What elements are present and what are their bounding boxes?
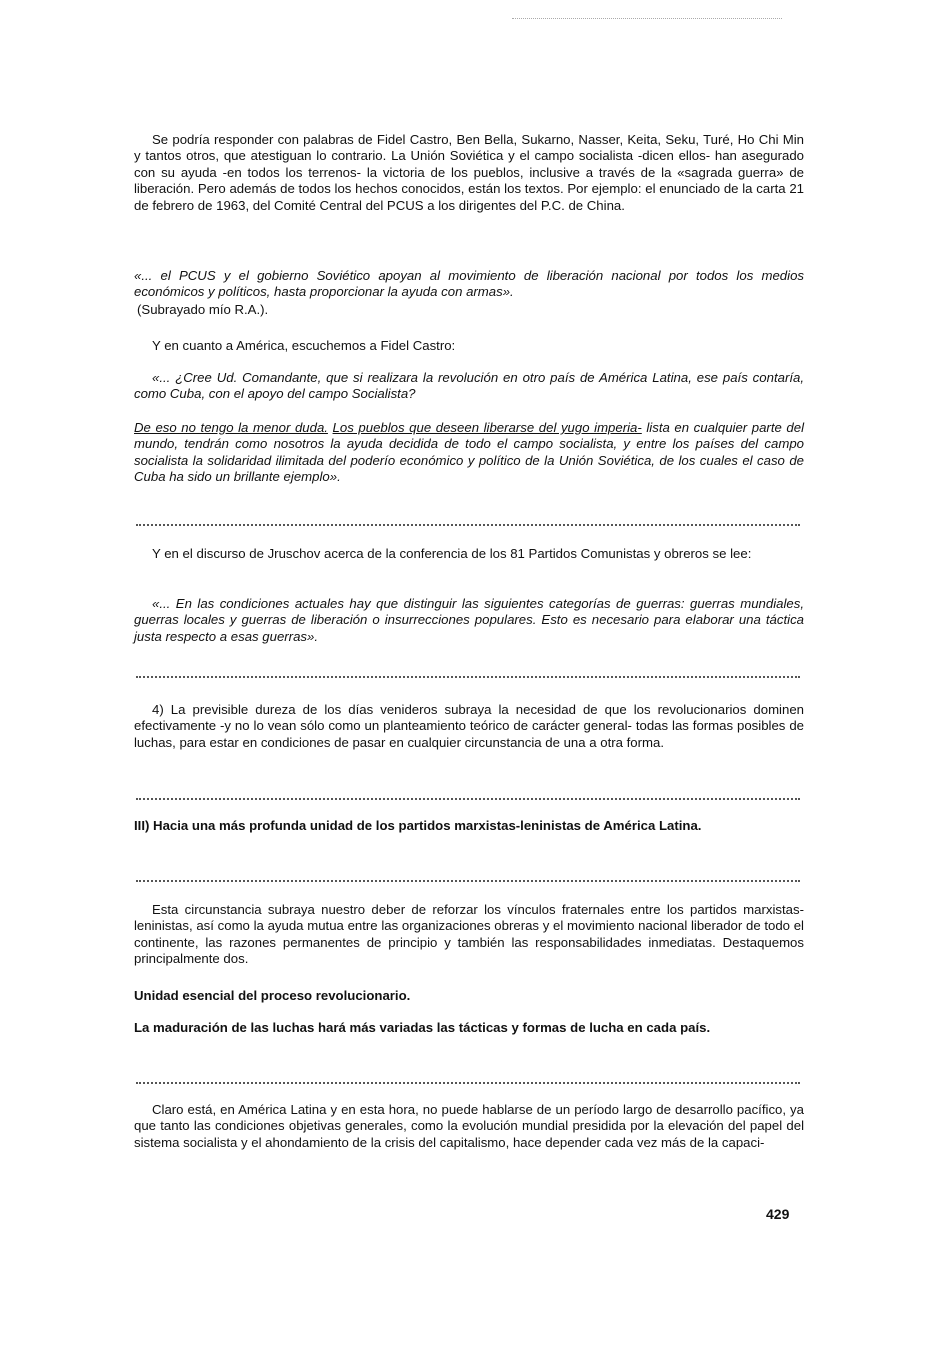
ellipsis-divider	[136, 1082, 800, 1084]
quote-pcus: «... el PCUS y el gobierno Soviético apoyan al movimiento de liberación nacional por todos los medios económicos y políticos, hasta proporcionar la ayuda con armas».	[134, 268, 804, 300]
quote-question: «... ¿Cree Ud. Comandante, que si realizara la revolución en otro país de América Latina, ese país contaría, como Cuba, con el apoyo del campo Socialista?	[134, 370, 804, 402]
quote-answer-underlined-b: Los pueblos que deseen liberarse del yugo imperia-	[332, 420, 642, 435]
page-number: 429	[766, 1206, 790, 1222]
paragraph-item-4: 4) La previsible dureza de los días venideros subraya la necesidad de que los revolucionarios dominen efectivamente -y no lo vean sólo como un planteamiento teórico de carácter general- todas las formas posibles de luchas, para estar en condiciones de pasar en cualquier circunstancia de una a otra forma.	[134, 702, 804, 750]
scan-artifact-dots	[512, 18, 782, 19]
paragraph-jruschov: Y en el discurso de Jruschov acerca de la conferencia de los 81 Partidos Comunistas y obreros se lee:	[152, 546, 752, 561]
ellipsis-divider	[136, 676, 800, 678]
ellipsis-divider	[136, 524, 800, 526]
ellipsis-divider	[136, 798, 800, 800]
subheading-tactics: La maduración de las luchas hará más variadas las tácticas y formas de lucha en cada país.	[134, 1020, 711, 1035]
paragraph-latin-america: Claro está, en América Latina y en esta hora, no puede hablarse de un período largo de desarrollo pacífico, ya que tanto las condiciones objetivas generales, como la evolución mundial presidida por la elevación del papel del sistema socialista y el ahondamiento de la crisis del capitalismo, hace depender cada vez más de la capaci-	[134, 1102, 804, 1150]
subheading-unity: Unidad esencial del proceso revolucionario.	[134, 988, 411, 1003]
section-heading-iii: III) Hacia una más profunda unidad de los partidos marxistas-leninistas de América Latina.	[134, 818, 702, 833]
quote-answer-rest: lista en cualquier parte del mundo, tendrán como nosotros la ayuda decidida de todo el campo socialista, y entre los países del campo socialista la solidaridad ilimitada del poderío económico y político de la Unión Soviética, de los cuales el caso de Cuba ha sido un brillante ejemplo».	[134, 420, 805, 485]
quote-answer-underlined-a: De eso no tengo la menor duda.	[134, 420, 328, 435]
paragraph-unity: Esta circunstancia subraya nuestro deber de reforzar los vínculos fraternales entre los partidos marxistas-leninistas, así como la ayuda mutua entre las organizaciones obreras y el movimiento nacional liberador de todo el continente, las razones permanentes de principio y también las responsabilidades inmediatas. Destaquemos principalmente dos.	[134, 902, 804, 967]
quote-answer	[134, 420, 804, 486]
paragraph-america: Y en cuanto a América, escuchemos a Fidel Castro:	[152, 338, 456, 353]
quote-note: (Subrayado mío R.A.).	[137, 302, 269, 317]
paragraph-intro: Se podría responder con palabras de Fidel Castro, Ben Bella, Sukarno, Nasser, Keita, Seku, Turé, Ho Chi Min y tantos otros, que atestiguan lo contrario. La Unión Soviética y el campo socialista -dicen ellos- han asegurado con su ayuda -en todos los terrenos- la victoria de los pueblos, inclusive a través de la «sagrada guerra» de liberación. Pero además de todos los hechos conocidos, están los textos. Por ejemplo: el enunciado de la carta 21 de febrero de 1963, del Comité Central del PCUS a los dirigentes del P.C. de China.	[134, 132, 804, 213]
quote-categories: «... En las condiciones actuales hay que distinguir las siguientes categorías de guerras: guerras mundiales, guerras locales y guerras de liberación o insurrecciones populares. Esto es necesario para elaborar una táctica justa respecto a esas guerras».	[134, 596, 804, 644]
ellipsis-divider	[136, 880, 800, 882]
